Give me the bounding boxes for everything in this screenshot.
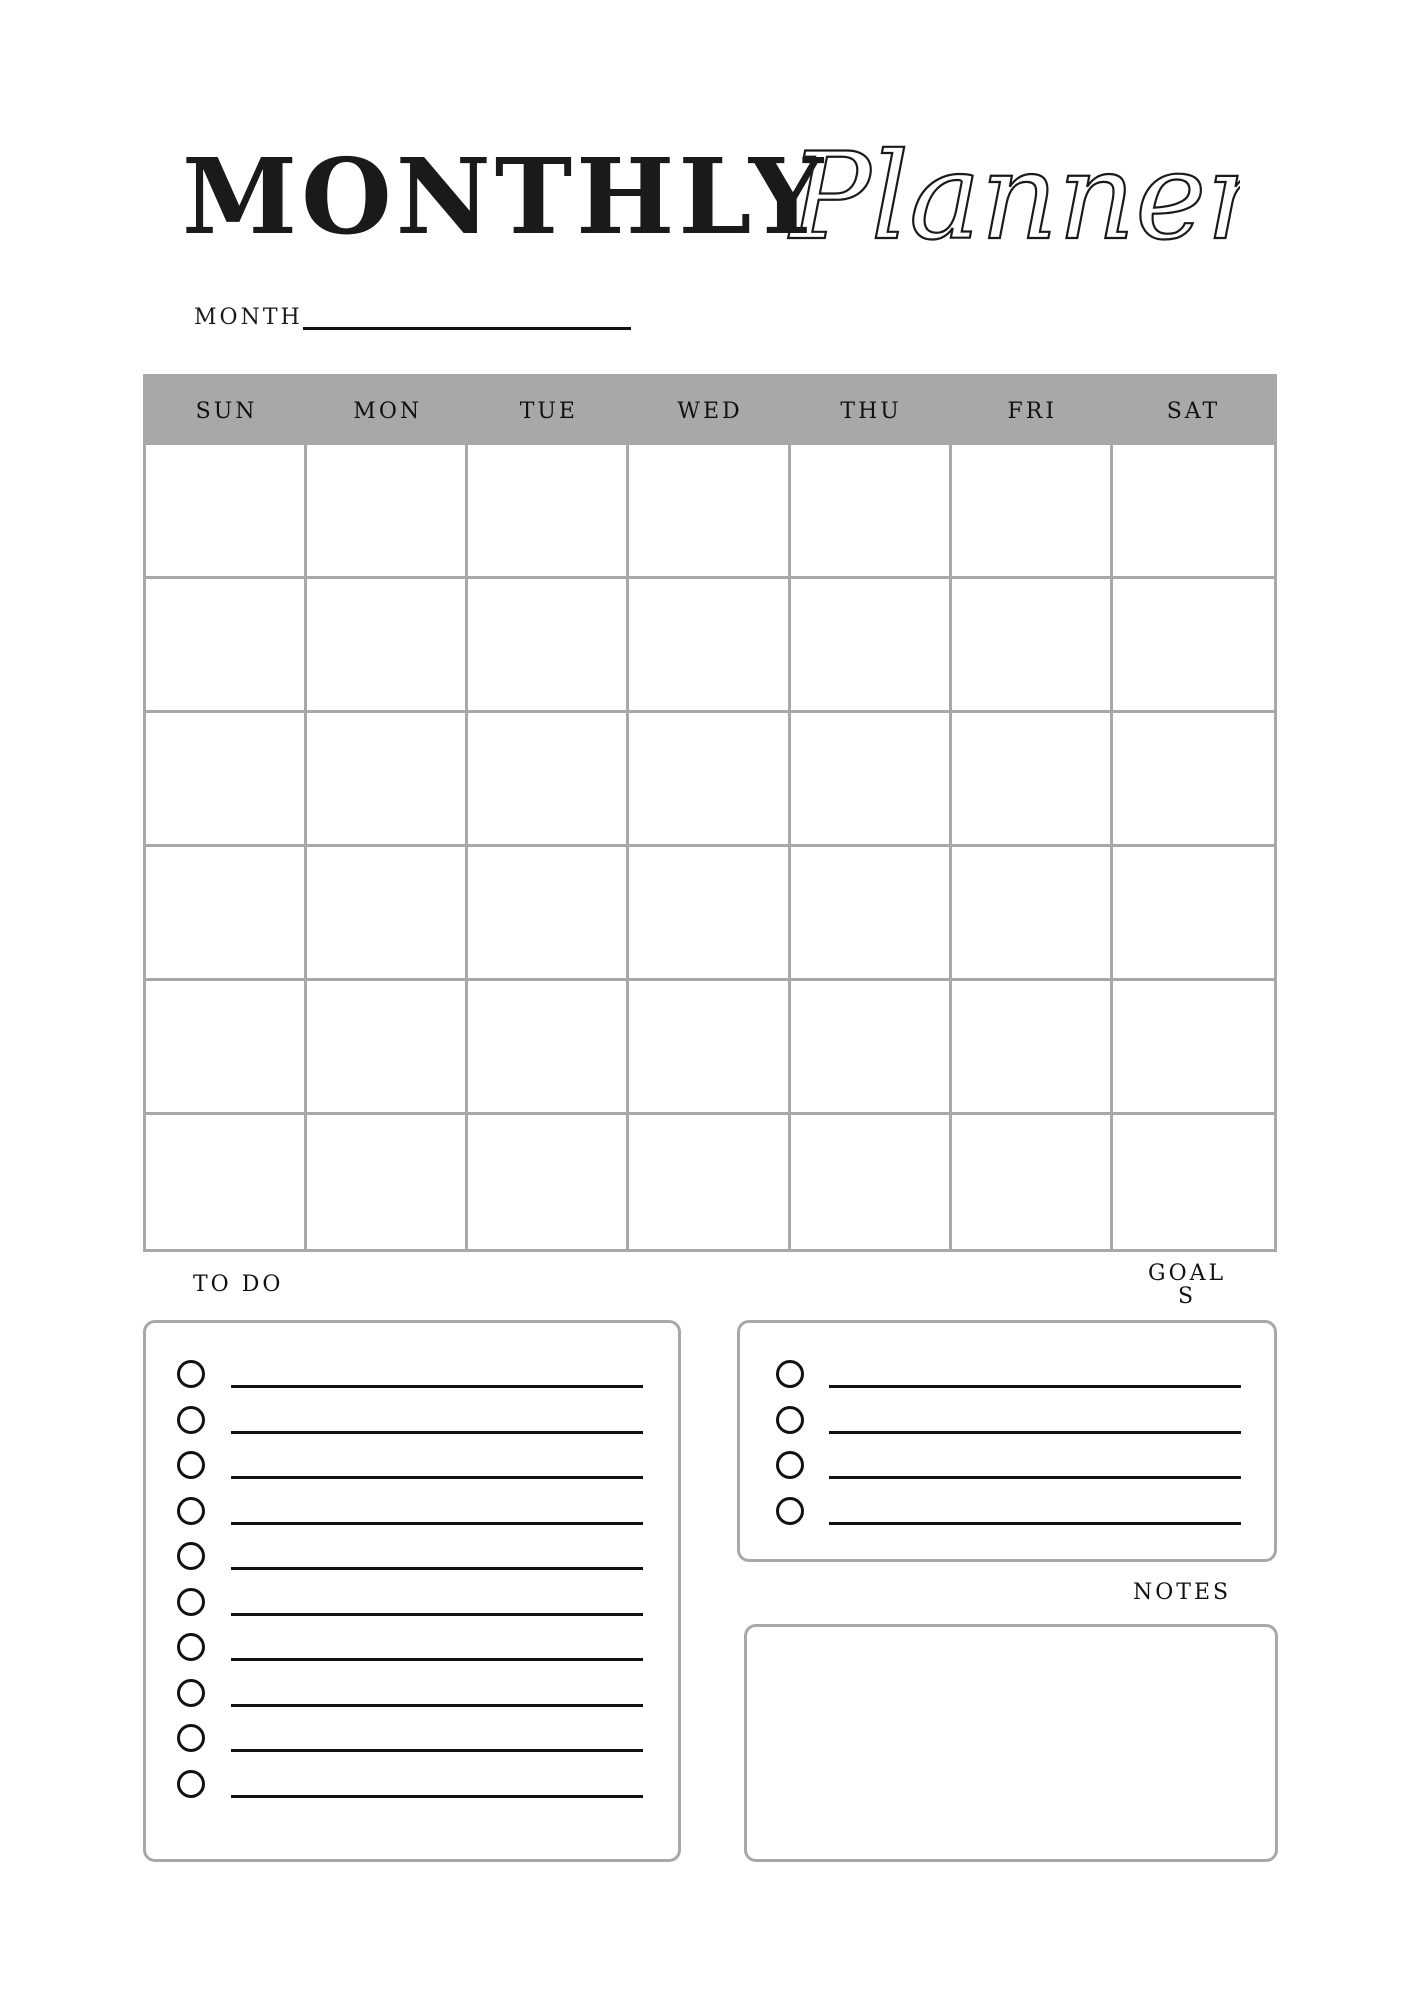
calendar-day-cell[interactable] xyxy=(629,981,790,1115)
calendar-day-cell[interactable] xyxy=(952,579,1113,713)
todo-item-line[interactable] xyxy=(231,1567,643,1570)
calendar-day-cell[interactable] xyxy=(791,1115,952,1249)
todo-item-line[interactable] xyxy=(231,1385,643,1388)
goal-item-checkbox[interactable] xyxy=(776,1451,804,1479)
month-input-line[interactable] xyxy=(303,327,631,330)
day-header-wed: WED xyxy=(629,377,790,445)
planner-script-graphic xyxy=(780,128,1240,298)
calendar-day-cell[interactable] xyxy=(629,847,790,981)
calendar-day-cell[interactable] xyxy=(952,981,1113,1115)
todo-box xyxy=(143,1320,681,1862)
calendar-day-cell[interactable] xyxy=(952,847,1113,981)
month-label: MONTH xyxy=(194,305,303,330)
todo-item-line[interactable] xyxy=(231,1431,643,1434)
calendar-day-cell[interactable] xyxy=(146,1115,307,1249)
todo-item-line[interactable] xyxy=(231,1749,643,1752)
calendar-day-cell[interactable] xyxy=(468,981,629,1115)
day-header-thu: THU xyxy=(791,377,952,445)
calendar-day-cell[interactable] xyxy=(952,713,1113,847)
goal-item-line[interactable] xyxy=(829,1476,1241,1479)
calendar-day-cell[interactable] xyxy=(1113,981,1274,1115)
calendar-day-cell[interactable] xyxy=(1113,847,1274,981)
goal-item-checkbox[interactable] xyxy=(776,1497,804,1525)
todo-item-checkbox[interactable] xyxy=(177,1588,205,1616)
calendar-day-cell[interactable] xyxy=(791,847,952,981)
todo-label: TO DO xyxy=(193,1272,284,1297)
todo-item-checkbox[interactable] xyxy=(177,1406,205,1434)
calendar-day-cell[interactable] xyxy=(146,713,307,847)
todo-item-line[interactable] xyxy=(231,1613,643,1616)
calendar-day-cell[interactable] xyxy=(307,445,468,579)
todo-item-checkbox[interactable] xyxy=(177,1497,205,1525)
calendar-day-cell[interactable] xyxy=(146,847,307,981)
planner-script-text: Planner xyxy=(790,128,1240,267)
page-title: MONTHLY xyxy=(182,135,828,258)
goal-item-line[interactable] xyxy=(829,1522,1241,1525)
calendar-day-cell[interactable] xyxy=(468,1115,629,1249)
calendar-day-cell[interactable] xyxy=(791,981,952,1115)
todo-item-checkbox[interactable] xyxy=(177,1679,205,1707)
calendar-day-cell[interactable] xyxy=(307,847,468,981)
todo-item-checkbox[interactable] xyxy=(177,1542,205,1570)
calendar-day-cell[interactable] xyxy=(952,1115,1113,1249)
calendar-day-cell[interactable] xyxy=(791,579,952,713)
calendar-day-cell[interactable] xyxy=(468,713,629,847)
calendar-day-cell[interactable] xyxy=(791,713,952,847)
todo-item-line[interactable] xyxy=(231,1522,643,1525)
todo-item-line[interactable] xyxy=(231,1476,643,1479)
day-header-mon: MON xyxy=(307,377,468,445)
goal-item-line[interactable] xyxy=(829,1385,1241,1388)
todo-item-checkbox[interactable] xyxy=(177,1770,205,1798)
calendar-day-cell[interactable] xyxy=(1113,713,1274,847)
calendar-day-cell[interactable] xyxy=(1113,579,1274,713)
calendar-day-cell[interactable] xyxy=(629,445,790,579)
todo-item-checkbox[interactable] xyxy=(177,1451,205,1479)
calendar-day-cell[interactable] xyxy=(468,445,629,579)
calendar-day-cell[interactable] xyxy=(146,981,307,1115)
goals-box xyxy=(737,1320,1277,1562)
day-header-sat: SAT xyxy=(1113,377,1274,445)
calendar-day-cell[interactable] xyxy=(468,579,629,713)
calendar-day-cell[interactable] xyxy=(146,445,307,579)
todo-item-line[interactable] xyxy=(231,1658,643,1661)
calendar-day-cell[interactable] xyxy=(146,579,307,713)
day-header-sun: SUN xyxy=(146,377,307,445)
calendar-day-cell[interactable] xyxy=(307,981,468,1115)
calendar-day-cell[interactable] xyxy=(1113,445,1274,579)
calendar-day-cell[interactable] xyxy=(629,579,790,713)
calendar-day-cell[interactable] xyxy=(629,713,790,847)
calendar-day-cell[interactable] xyxy=(952,445,1113,579)
day-header-fri: FRI xyxy=(952,377,1113,445)
todo-item-line[interactable] xyxy=(231,1795,643,1798)
calendar-day-cell[interactable] xyxy=(1113,1115,1274,1249)
todo-item-checkbox[interactable] xyxy=(177,1633,205,1661)
script-title-planner xyxy=(780,128,1240,298)
calendar-day-cell[interactable] xyxy=(468,847,629,981)
calendar-day-cell[interactable] xyxy=(629,1115,790,1249)
calendar-day-cell[interactable] xyxy=(307,713,468,847)
calendar-day-cell[interactable] xyxy=(307,579,468,713)
todo-item-line[interactable] xyxy=(231,1704,643,1707)
day-header-tue: TUE xyxy=(468,377,629,445)
todo-item-checkbox[interactable] xyxy=(177,1360,205,1388)
goal-item-line[interactable] xyxy=(829,1431,1241,1434)
todo-item-checkbox[interactable] xyxy=(177,1724,205,1752)
calendar-day-cell[interactable] xyxy=(307,1115,468,1249)
notes-box[interactable] xyxy=(744,1624,1278,1862)
goal-item-checkbox[interactable] xyxy=(776,1406,804,1434)
goal-item-checkbox[interactable] xyxy=(776,1360,804,1388)
calendar-grid xyxy=(143,374,1277,1252)
goals-label: GOAL S xyxy=(1148,1261,1227,1310)
notes-label: NOTES xyxy=(1133,1580,1232,1605)
calendar-day-cell[interactable] xyxy=(791,445,952,579)
